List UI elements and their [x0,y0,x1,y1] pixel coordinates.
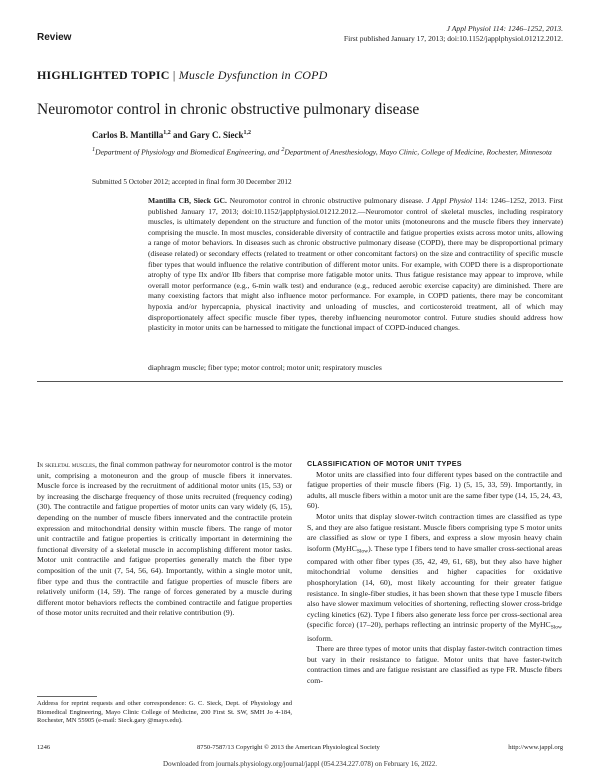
copyright-notice: 8750-7587/13 Copyright © 2013 the American Physiological Society [197,744,380,751]
abstract [148,196,563,334]
p2-subscript-1: Slow [356,548,369,555]
author-list [92,130,251,140]
section-divider [37,381,563,382]
abstract-lead-authors: Mantilla CB, Sieck GC. [148,196,227,205]
footnote-divider [37,696,97,697]
intro-body: the final common pathway for neuromotor control is the motor unit, comprising a motoneuron and the group of muscle fibers it innervates. Muscle force is increased by the recruitment of additional motor units (15, 53) or by increasing the discharge frequency of those units recruited (frequency coding) (30). The contractile and fatigue properties of motor units can vary widely (6, 15), depending on the number of muscle fibers innervated and the contractile protein expression and mitochondrial density within muscle fibers. The range of motor unit contractile and fatigue properties is critically important in determining the functional diversity of a skeletal muscle in accomplishing different motor tasks. Motor unit contractile and fatigue properties generally match the fiber type composition of the unit (7, 54, 56, 64). Importantly, within a single motor unit, fiber type and thus the contractile and fatigue properties of muscle fibers are relatively uniform (14, 59). The range of forces generated by a muscle during different motor behaviors reflects the combined contractile and fatigue properties of those motor units recruited and their relative contribution (9). [37,460,293,618]
author-connector: and [170,130,190,140]
abstract-citation-journal: J Appl Physiol [426,196,472,205]
left-column [37,460,292,619]
author2-affiliation-marks: 1,2 [243,130,252,136]
correspondence-footnote: Address for reprint requests and other correspondence: G. C. Sieck, Dept. of Physiology and Biomedical Engineering, Mayo Clinic College of Medicine, 200 First St. SW, SMH Jo 4-184, Rochester, MN 55905 (e-mail: Sieck.gary @mayo.edu). [37,700,292,725]
paragraph-classification-3: There are three types of motor units that display faster-twitch contraction times but vary in their resistance to fatigue. Motor units that have faster-twitch contraction times and are fatigue resistant are classified as type FR. Muscle fibers com- [307,644,562,685]
intro-paragraph [37,460,292,619]
paragraph-classification-2 [307,512,562,644]
p2-part-a: Motor units that display slower-twitch contraction times are classified as type S, and they are also fatigue resistant. Muscle fibers comprising type S motor units are classified as slow or type I fibers, and express a slow myosin heavy chain isoform (MyHC [307,511,562,553]
paragraph-classification-1: Motor units are classified into four different types based on the contractile and fatigue properties of their muscle fibers (Fig. 1) (5, 15, 33, 59). Importantly, in adults, all muscle fibers within a motor unit are the same fiber type (14, 15, 24, 43, 60). [307,469,562,511]
affil-mark-2: 2 [281,146,285,153]
submission-dates: Submitted 5 October 2012; accepted in final form 30 December 2012 [92,178,292,186]
keywords: diaphragm muscle; fiber type; motor control; motor unit; respiratory muscles [148,363,382,372]
journal-citation [344,24,563,44]
author-sieck: Gary C. Sieck [189,130,244,140]
abstract-lead-title: Neuromotor control in chronic obstructive pulmonary disease. [226,196,427,205]
p2-subscript-2: Slow [550,624,562,631]
intro-lead-in: In skeletal muscles, [37,460,97,469]
p2-part-b: ). These type I fibers tend to have smaller cross-sectional areas compared with other fiber types (35, 42, 49, 61, 68), but they also have higher mitochondrial volume densities and higher capacities for oxidative phosphorylation (14, 60), most likely accounting for their greater fatigue resistance. In single-fiber studies, it has been shown that these type I muscle fibers also have slower maximum velocities of shortening, reflecting slower cross-bridge cycling kinetics (62). Type I fibers also generate less force per cross-sectional area (specific force) (17–20), perhaps reflecting an intrinsic property of the MyHC [307,543,562,630]
section-label: Review [37,32,72,43]
affiliations [92,145,562,158]
affil-dept-1: Department of Physiology and Biomedical Engineering, and [95,147,282,157]
page-number: 1246 [37,744,51,751]
affil-dept-2: Department of Anesthesiology, Mayo Clinic, College of Medicine, Rochester, Minnesota [284,147,552,157]
author-mantilla: Carlos B. Mantilla [92,130,164,140]
p2-part-c: isoform. [307,633,333,643]
highlighted-topic [37,68,328,83]
download-stamp: Downloaded from journals.physiology.org/journal/jappl (054.234.227.078) on February 16, 2022. [163,760,437,768]
article-title: Neuromotor control in chronic obstructive pulmonary disease [37,101,420,118]
abstract-body: 114: 1246–1252, 2013. First published January 17, 2013; doi:10.1152/japplphysiol.01212.2012.—Neuromotor control of skeletal muscles, including respiratory muscles, is ultimately dependent on the structure and function of the motor units (motoneurons and the muscle fibers they innervate) comprising the muscle. In most muscles, considerable diversity of contractile and fatigue properties exists across motor units, allowing a range of motor behaviors. In diseases such as chronic obstructive pulmonary disease (COPD), there may be disproportional primary (disease related) or secondary effects (related to treatment or other concomitant factors) on the size and contractility of specific muscle fiber types that would influence the relative contribution of different motor units. For example, with COPD there is a disproportionate atrophy of type IIx and/or IIb fibers that comprise more fatigable motor units. Thus fatigue resistance may appear to improve, while overall motor performance (e.g., 6-min walk test) and endurance (e.g., reduced aerobic exercise capacity) are diminished. There are many coexisting factors that might also influence motor performance. For example, in COPD patients, there may be concomitant hypoxia and/or hypercapnia, physical inactivity and unloading of muscles, and corticosteroid treatment, all of which may disproportionately affect specific muscle fiber types, thereby influencing neuromotor control. Future studies should address how plasticity in motor units can be harnessed to mitigate the functional impact of COPD-induced changes. [148,196,563,333]
affil-mark-1: 1 [92,146,96,153]
topic-subject: Muscle Dysfunction in COPD [178,68,328,82]
topic-separator: | [169,68,179,82]
author1-affiliation-marks: 1,2 [163,130,171,136]
section-heading-classification: CLASSIFICATION OF MOTOR UNIT TYPES [307,459,462,468]
topic-label: HIGHLIGHTED TOPIC [37,68,170,82]
right-column [307,459,562,686]
first-published-line: First published January 17, 2013; doi:10.1152/japplphysiol.01212.2012. [343,34,563,43]
journal-reference: J Appl Physiol 114: 1246–1252, 2013. [446,24,563,33]
journal-url[interactable]: http://www.jappl.org [508,744,563,751]
